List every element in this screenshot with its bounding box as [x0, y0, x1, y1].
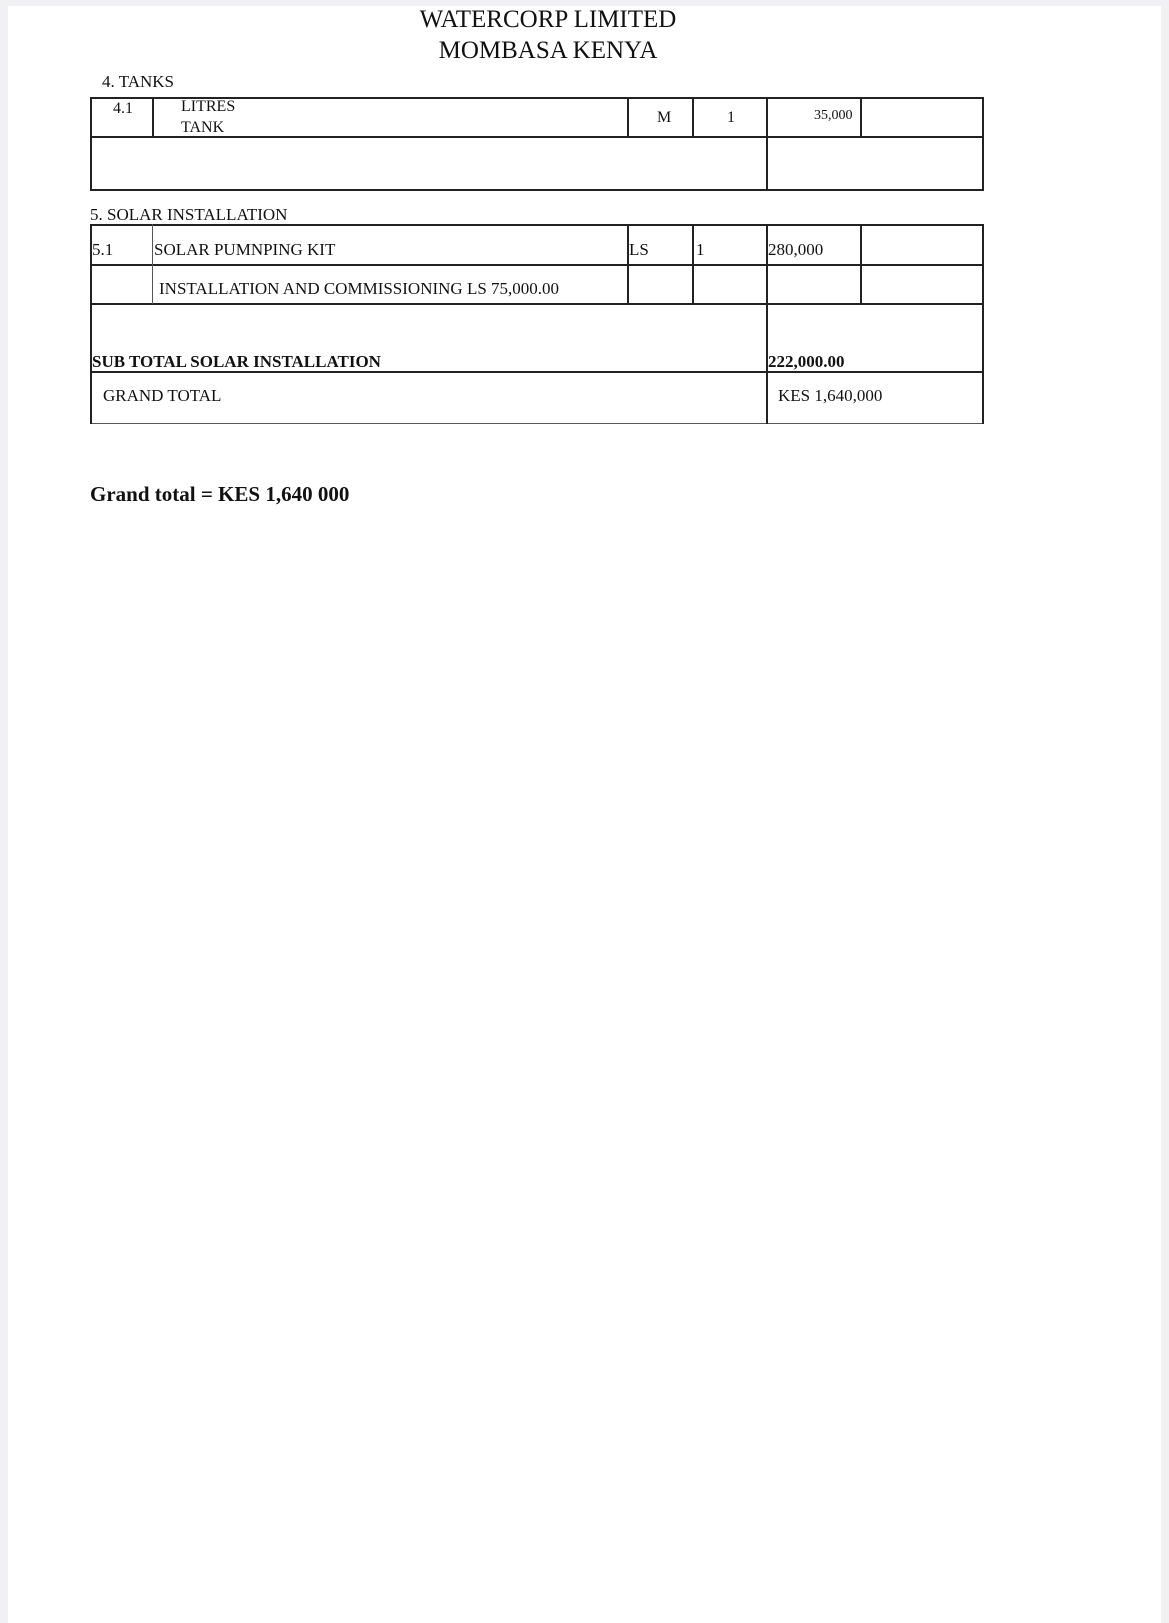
- tank-qty: 1: [727, 109, 735, 126]
- solar-item-number: 5.1: [92, 240, 114, 259]
- solar-item-qty: 1: [696, 240, 705, 259]
- section-title-tanks: 4. TANKS: [102, 72, 175, 91]
- tank-unit: M: [657, 109, 672, 126]
- installation-desc: INSTALLATION AND COMMISSIONING LS 75,000.00: [159, 279, 560, 298]
- company-name: WATERCORP LIMITED: [419, 6, 677, 33]
- solar-item-desc: SOLAR PUMNPING KIT: [154, 240, 336, 259]
- company-location: MOMBASA KENYA: [438, 37, 658, 64]
- grand-total-note: Grand total = KES 1,640 000: [90, 482, 350, 506]
- tank-desc-line1: LITRES: [181, 98, 236, 115]
- tank-amount: 35,000: [814, 108, 853, 123]
- subtotal-value: 222,000.00: [768, 352, 845, 371]
- solar-item-amount: 280,000: [768, 240, 824, 259]
- tank-item-number: 4.1: [113, 100, 133, 117]
- solar-item-unit: LS: [629, 240, 649, 259]
- grand-total-value: KES 1,640,000: [778, 386, 883, 405]
- section-title-solar: 5. SOLAR INSTALLATION: [90, 205, 288, 224]
- grand-total-label: GRAND TOTAL: [103, 386, 222, 405]
- subtotal-label: SUB TOTAL SOLAR INSTALLATION: [92, 352, 381, 371]
- tank-desc-line2: TANK: [181, 119, 225, 136]
